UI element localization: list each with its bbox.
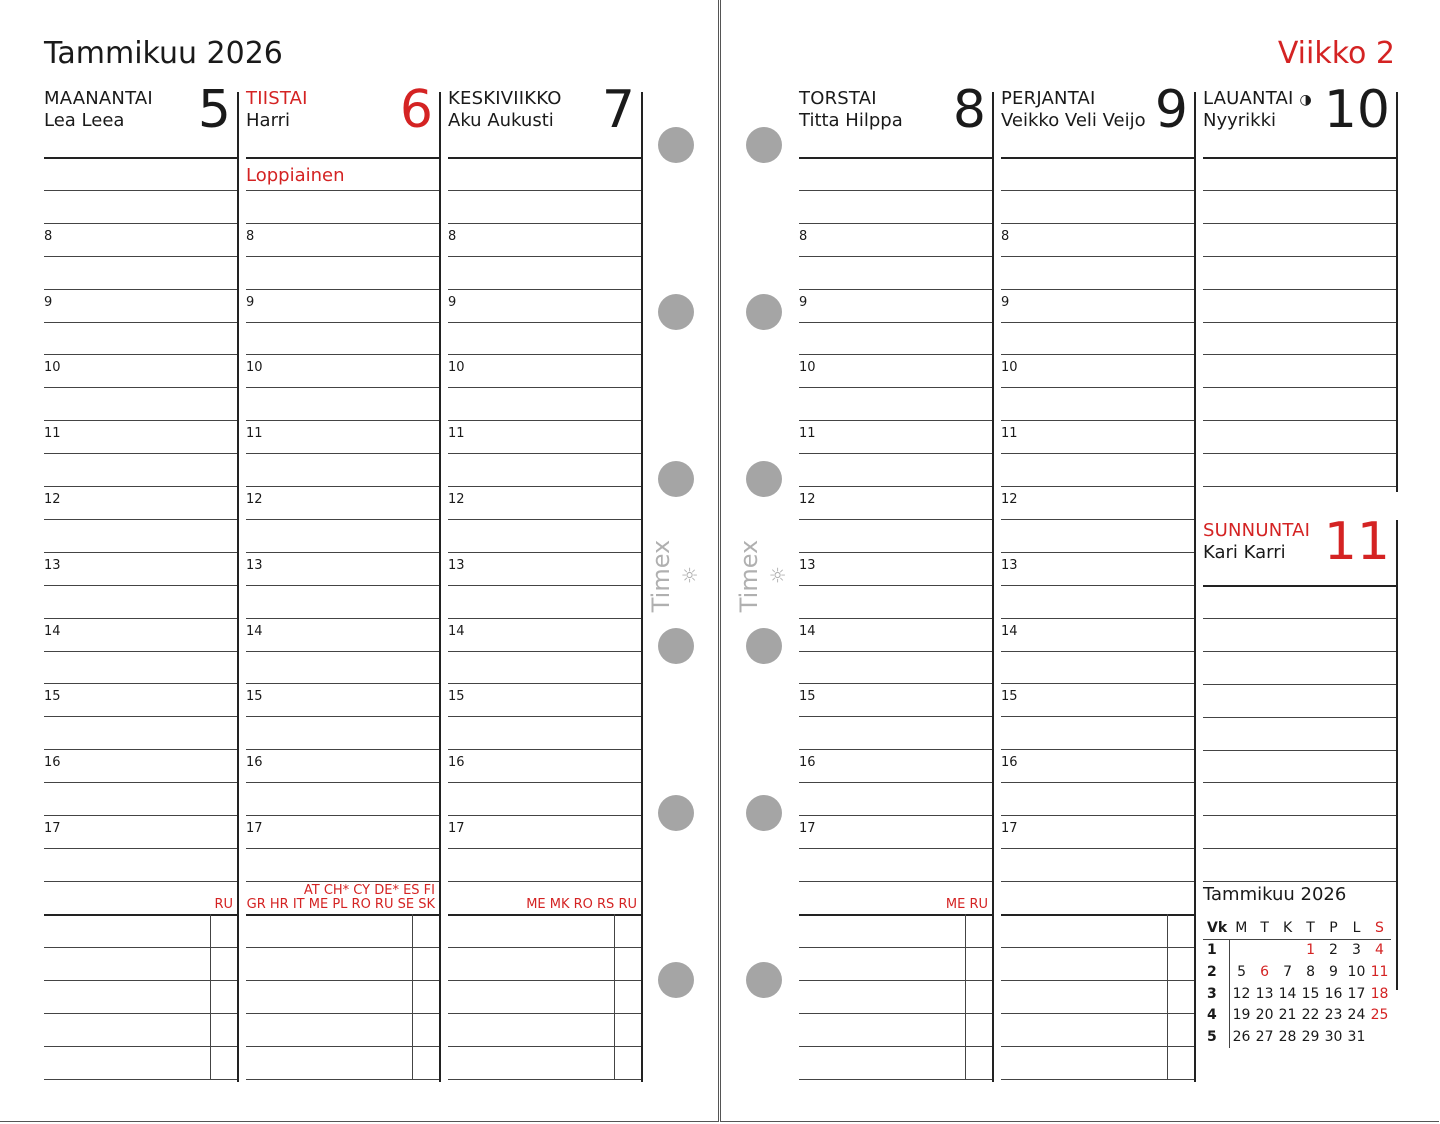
- hour-label: 15: [246, 689, 263, 705]
- country-holiday-codes: [526, 884, 637, 912]
- day-name: TORSTAI: [799, 88, 877, 109]
- calendar-date: 29: [1301, 1028, 1320, 1045]
- hour-label: 15: [1001, 689, 1018, 705]
- hour-label: 16: [448, 755, 465, 771]
- calendar-date: 3: [1352, 942, 1361, 959]
- name-day: Nyyrikki: [1203, 110, 1277, 131]
- calendar-date: 7: [1283, 963, 1293, 980]
- day-number: 11: [1323, 512, 1390, 572]
- hour-label: 14: [1001, 623, 1018, 639]
- hour-label: 11: [246, 426, 263, 442]
- codes-line-1: [214, 884, 233, 898]
- binder-hole: [746, 127, 782, 163]
- hour-label: 12: [799, 492, 816, 507]
- weekday-header: P: [1322, 917, 1345, 939]
- hour-label: 12: [246, 492, 263, 507]
- hour-label: 13: [44, 557, 61, 573]
- codes-line-2: ME MK RO RS RU: [526, 897, 637, 912]
- hour-label: 14: [44, 623, 61, 639]
- codes-line-1: AT CH* CY DE* ES FI: [303, 883, 435, 898]
- binder-hole: [746, 628, 782, 664]
- calendar-date: 10: [1347, 963, 1366, 980]
- day-name: MAANANTAI: [44, 88, 153, 109]
- month-title: Tammikuu 2026: [44, 36, 283, 71]
- hour-label: 16: [246, 755, 263, 771]
- day-name: TIISTAI: [246, 88, 308, 109]
- name-day: Veikko Veli Veijo: [1001, 110, 1146, 131]
- moon-phase-icon: ◑: [1299, 92, 1312, 108]
- weekday-header: M: [1230, 917, 1254, 939]
- hour-label: 9: [246, 294, 255, 310]
- calendar-date: 14: [1278, 985, 1297, 1002]
- hour-label: 11: [44, 426, 61, 442]
- week-title: Viikko 2: [1277, 36, 1395, 71]
- calendar-date: 5: [1237, 963, 1247, 980]
- codes-line-1: [526, 884, 637, 898]
- hour-label: 13: [799, 557, 816, 573]
- calendar-date: 27: [1255, 1028, 1274, 1045]
- hour-label: 9: [799, 294, 808, 310]
- calendar-date: 12: [1232, 985, 1251, 1002]
- calendar-date: 8: [1306, 963, 1315, 980]
- hour-label: 16: [1001, 755, 1018, 771]
- calendar-date: 2: [1329, 942, 1338, 959]
- hour-label: 13: [1001, 557, 1018, 573]
- calendar-date: 28: [1278, 1028, 1297, 1045]
- hour-label: 10: [448, 360, 465, 376]
- hour-label: 11: [799, 426, 816, 442]
- week-number: 1: [1203, 939, 1230, 961]
- hour-label: 15: [448, 689, 465, 705]
- country-holiday-codes: [214, 884, 233, 912]
- hour-label: 12: [1001, 492, 1018, 507]
- week-number: 5: [1203, 1026, 1230, 1048]
- calendar-date: 31: [1347, 1028, 1366, 1045]
- calendar-date: [1253, 939, 1276, 961]
- hour-label: 11: [448, 426, 465, 442]
- week-number: 2: [1203, 961, 1230, 983]
- hour-label: 17: [448, 821, 465, 836]
- weekday-header: K: [1276, 917, 1299, 939]
- hour-label: 8: [799, 228, 808, 244]
- binder-hole: [746, 461, 782, 497]
- hour-label: 12: [448, 492, 465, 507]
- calendar-date: 9: [1329, 963, 1338, 980]
- calendar-date: 22: [1301, 1007, 1320, 1024]
- day-number: 9: [1154, 80, 1188, 140]
- binder-hole: [658, 962, 694, 998]
- codes-line-2: GR HR IT ME PL RO RU SE SK: [246, 897, 435, 912]
- hour-label: 10: [799, 360, 816, 376]
- hour-label: 11: [1001, 426, 1018, 442]
- hour-label: 8: [448, 228, 457, 244]
- mini-calendar: [1203, 884, 1396, 1048]
- timex-logo: Timex ☼: [735, 539, 790, 613]
- week-number: 4: [1203, 1004, 1230, 1026]
- hour-label: 9: [44, 294, 53, 310]
- weekday-header: S: [1368, 917, 1391, 939]
- codes-line-1: [946, 884, 988, 898]
- calendar-date: 16: [1324, 985, 1343, 1002]
- binder-hole: [658, 294, 694, 330]
- hour-label: 10: [246, 360, 263, 376]
- name-day: Harri: [246, 110, 291, 131]
- calendar-date: 4: [1375, 942, 1384, 959]
- day-name: LAUANTAI ◑: [1203, 88, 1312, 109]
- day-number: 7: [601, 80, 635, 140]
- week-header: Vk: [1203, 917, 1230, 939]
- hour-label: 14: [246, 623, 263, 639]
- week-number: 3: [1203, 983, 1230, 1005]
- day-name: KESKIVIIKKO: [448, 88, 562, 109]
- day-number: 8: [952, 80, 986, 140]
- hour-label: 12: [44, 492, 61, 507]
- hour-label: 15: [799, 689, 816, 705]
- calendar-date: 13: [1255, 985, 1274, 1002]
- hour-label: 9: [448, 294, 457, 310]
- calendar-date: [1368, 1026, 1391, 1048]
- hour-label: 8: [44, 228, 53, 244]
- country-holiday-codes: [247, 884, 435, 912]
- name-day: Aku Aukusti: [448, 110, 554, 131]
- day-name: PERJANTAI: [1001, 88, 1096, 109]
- name-day: Kari Karri: [1203, 542, 1286, 563]
- binder-hole: [746, 795, 782, 831]
- day-name: SUNNUNTAI: [1203, 520, 1311, 541]
- holiday-label: Loppiainen: [246, 165, 345, 186]
- day-number: 6: [399, 80, 433, 140]
- calendar-date: 15: [1301, 985, 1320, 1002]
- calendar-date: 6: [1260, 963, 1270, 980]
- timex-logo: Timex ☼: [647, 539, 702, 613]
- calendar-date: 24: [1347, 1007, 1366, 1024]
- codes-line-2: RU: [214, 897, 233, 912]
- calendar-date: 18: [1370, 985, 1389, 1002]
- hour-label: 16: [799, 755, 816, 771]
- hour-label: 14: [448, 623, 465, 639]
- binder-hole: [746, 962, 782, 998]
- hour-label: 17: [246, 821, 263, 836]
- hour-label: 8: [246, 228, 255, 244]
- hour-label: 17: [44, 821, 61, 836]
- codes-line-2: ME RU: [945, 897, 988, 912]
- weekday-header: L: [1345, 917, 1368, 939]
- binder-hole: [658, 795, 694, 831]
- calendar-date: 26: [1232, 1028, 1251, 1045]
- mini-calendar-title: Tammikuu 2026: [1203, 884, 1347, 905]
- calendar-date: 17: [1347, 985, 1366, 1002]
- weekday-header: T: [1299, 917, 1322, 939]
- hour-label: 15: [44, 689, 61, 705]
- day-number: 5: [197, 80, 231, 140]
- day-number: 10: [1323, 80, 1390, 140]
- day-column-2: [448, 80, 641, 1082]
- mini-calendar-table: [1203, 917, 1391, 1048]
- calendar-date: 25: [1370, 1007, 1389, 1024]
- binder-hole: [658, 127, 694, 163]
- calendar-date: 21: [1278, 1007, 1297, 1024]
- hour-label: 10: [1001, 360, 1018, 376]
- country-holiday-codes: [946, 884, 988, 912]
- day-column-3: [799, 80, 992, 1082]
- hour-label: 9: [1001, 294, 1010, 310]
- calendar-date: [1230, 939, 1254, 961]
- binder-hole: [746, 294, 782, 330]
- calendar-date: [1276, 939, 1299, 961]
- name-day: Lea Leea: [44, 110, 125, 131]
- hour-label: 17: [799, 821, 816, 836]
- day-column-0: [44, 80, 237, 1082]
- binder-hole: [658, 628, 694, 664]
- day-column-1: [246, 80, 439, 1082]
- hour-label: 13: [448, 557, 465, 573]
- name-day: Titta Hilppa: [799, 110, 903, 131]
- hour-label: 14: [799, 623, 816, 639]
- weekday-header: T: [1253, 917, 1276, 939]
- calendar-date: 19: [1232, 1007, 1251, 1024]
- binder-hole: [658, 461, 694, 497]
- hour-label: 13: [246, 557, 263, 573]
- calendar-date: 23: [1324, 1007, 1343, 1024]
- calendar-date: 20: [1255, 1007, 1274, 1024]
- hour-label: 16: [44, 755, 61, 771]
- day-column-4: [1001, 80, 1194, 1082]
- calendar-date: 30: [1324, 1028, 1343, 1045]
- hour-label: 17: [1001, 821, 1018, 836]
- calendar-date: 11: [1370, 963, 1389, 980]
- hour-label: 10: [44, 360, 61, 376]
- calendar-date: 1: [1306, 942, 1315, 959]
- hour-label: 8: [1001, 228, 1010, 244]
